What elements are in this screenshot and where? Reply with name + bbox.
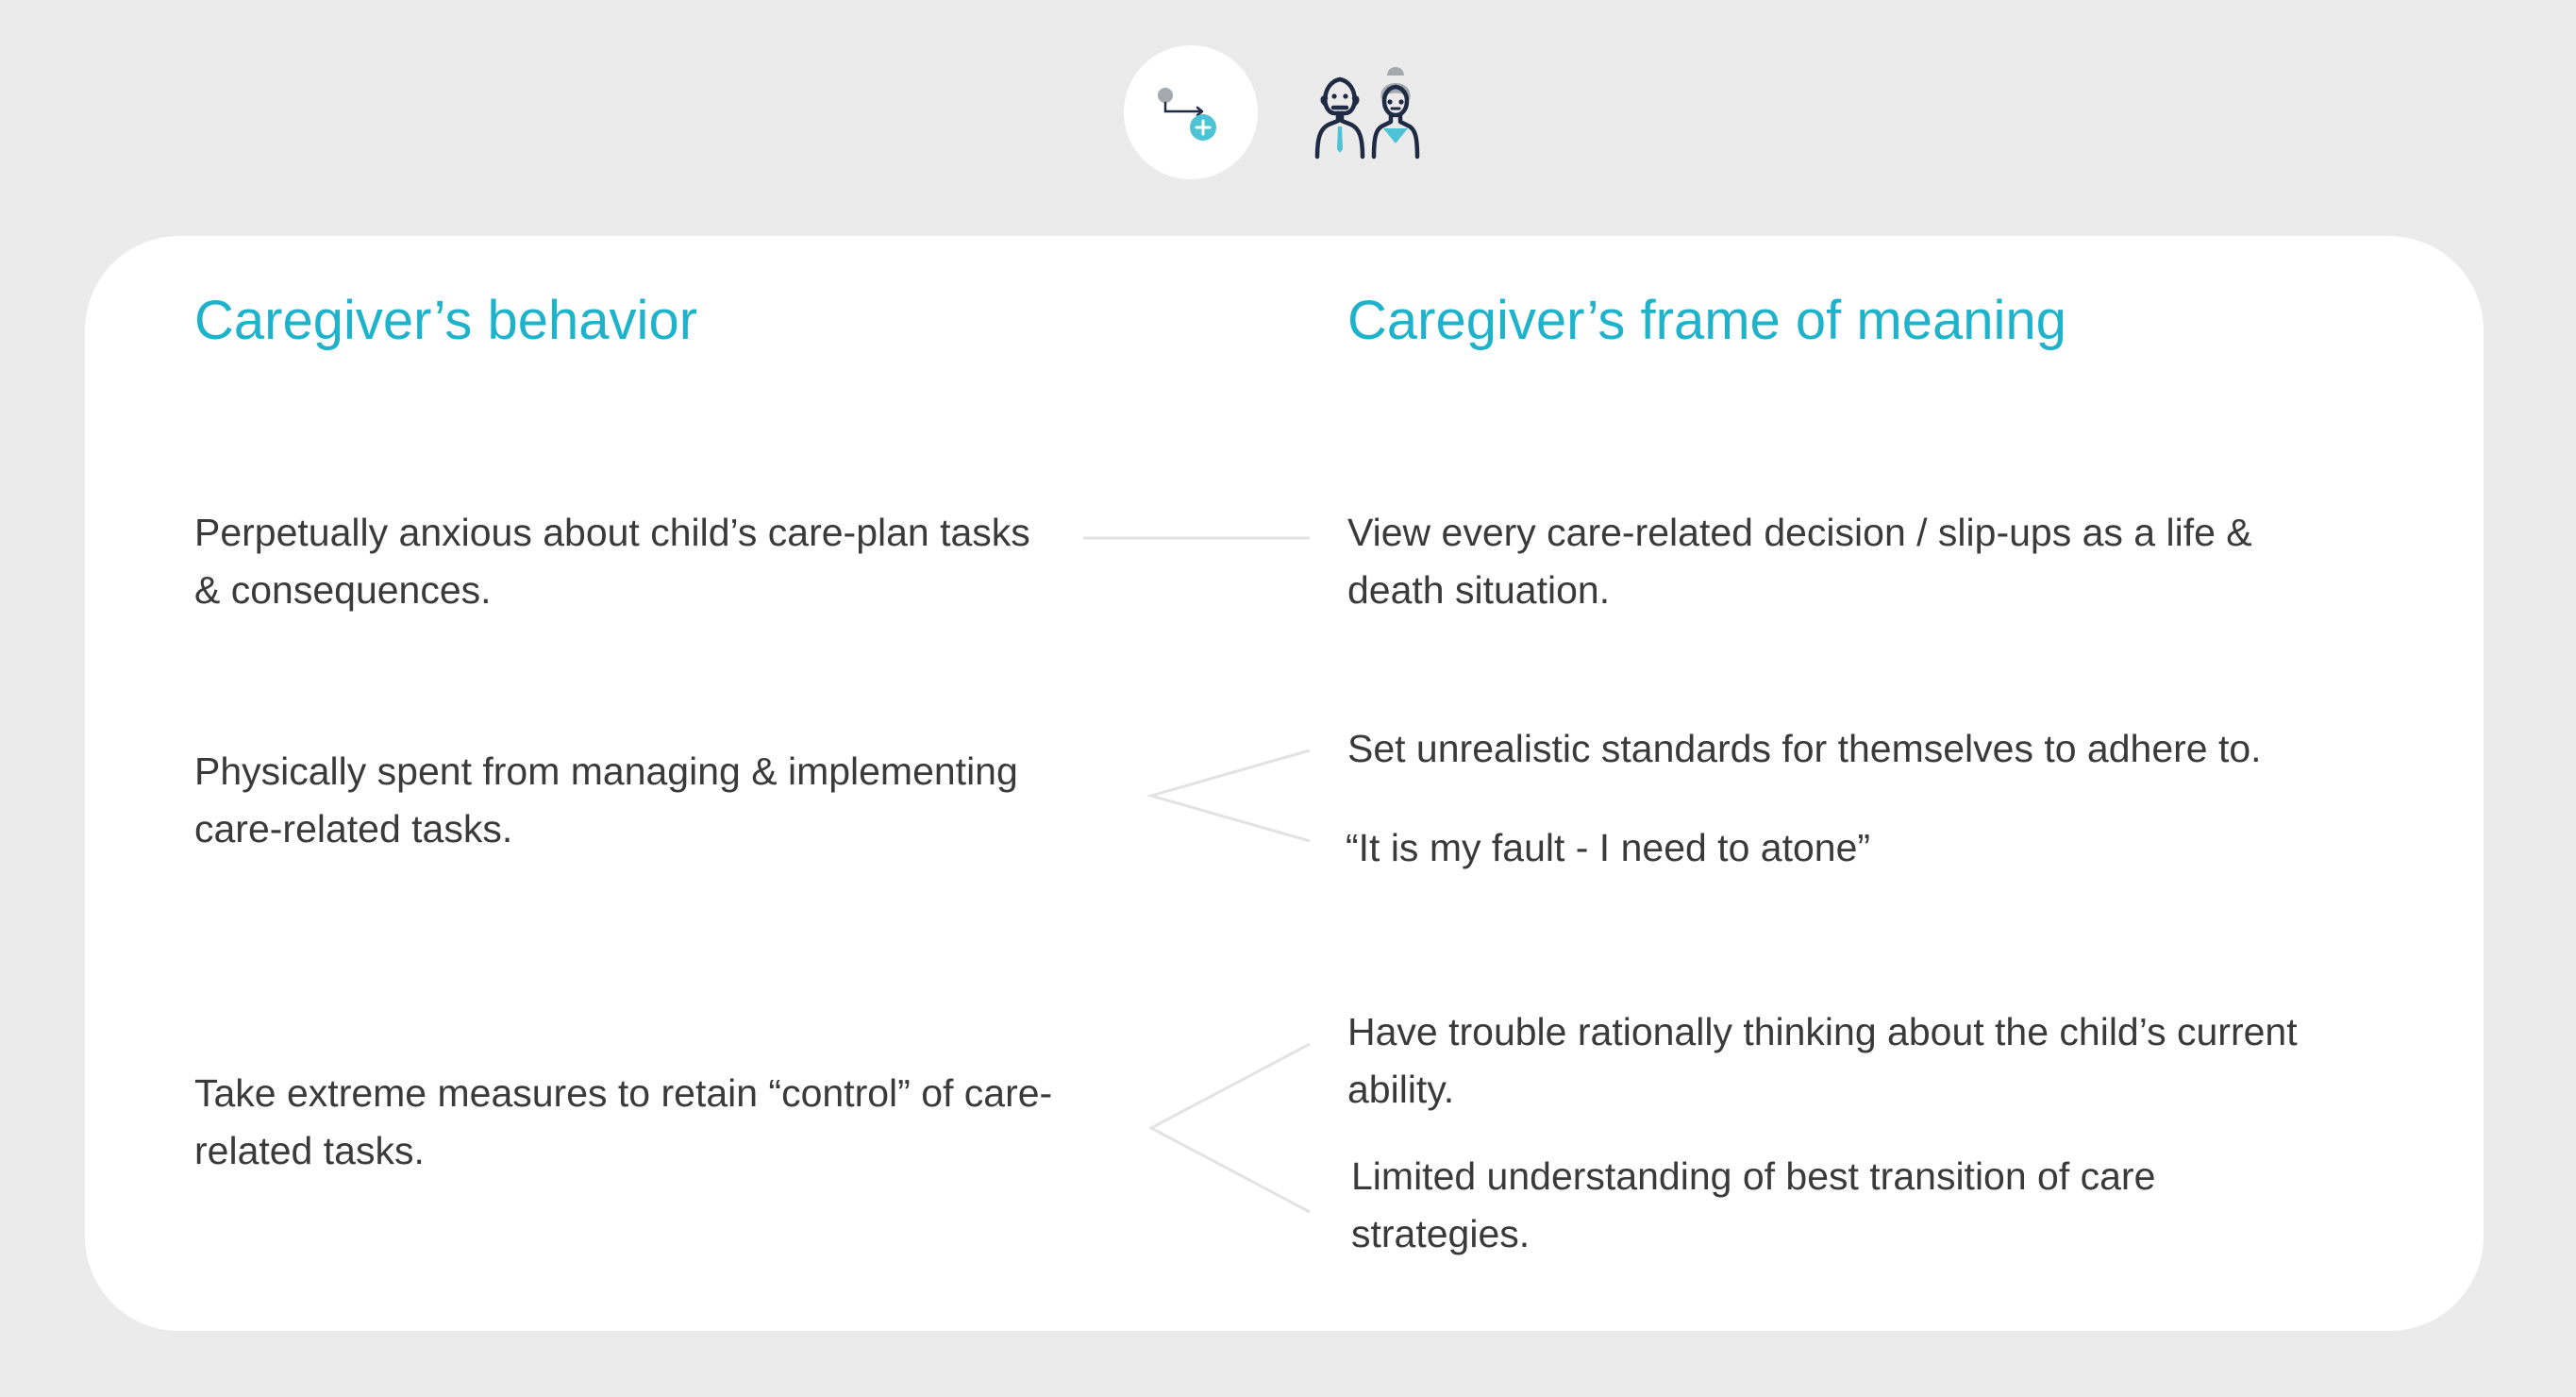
meaning-text-1: View every care-related decision / slip-ups as a life & death situation. [1347,511,2252,612]
behavior-text-3: Take extreme measures to retain “control” of care-related tasks. [194,1071,1053,1172]
behavior-column-heading: Caregiver’s behavior [194,290,698,351]
meaning-text-2a: Set unrealistic standards for themselves to adhere to. [1347,727,2262,770]
meaning-text-2b: “It is my fault - I need to atone” [1346,826,1871,869]
meaning-text-3a: Have trouble rationally thinking about the child’s current ability. [1347,1010,2298,1111]
route-icon-badge [1124,45,1258,179]
meaning-column-heading: Caregiver’s frame of meaning [1347,290,2066,351]
elderly-couple-icon [1300,59,1451,164]
meaning-text-3b: Limited understanding of best transition of care strategies. [1351,1154,2156,1255]
header-icons [0,0,2576,189]
route-plus-icon [1124,45,1258,179]
behavior-text-1: Perpetually anxious about child’s care-plan tasks & consequences. [194,511,1030,612]
behavior-text-2: Physically spent from managing & implementing care-related tasks. [194,749,1018,850]
behavior-meaning-card [85,236,2484,1331]
connector-fork-row-2 [1151,750,1310,841]
connector-fork-row-3 [1151,1044,1310,1212]
